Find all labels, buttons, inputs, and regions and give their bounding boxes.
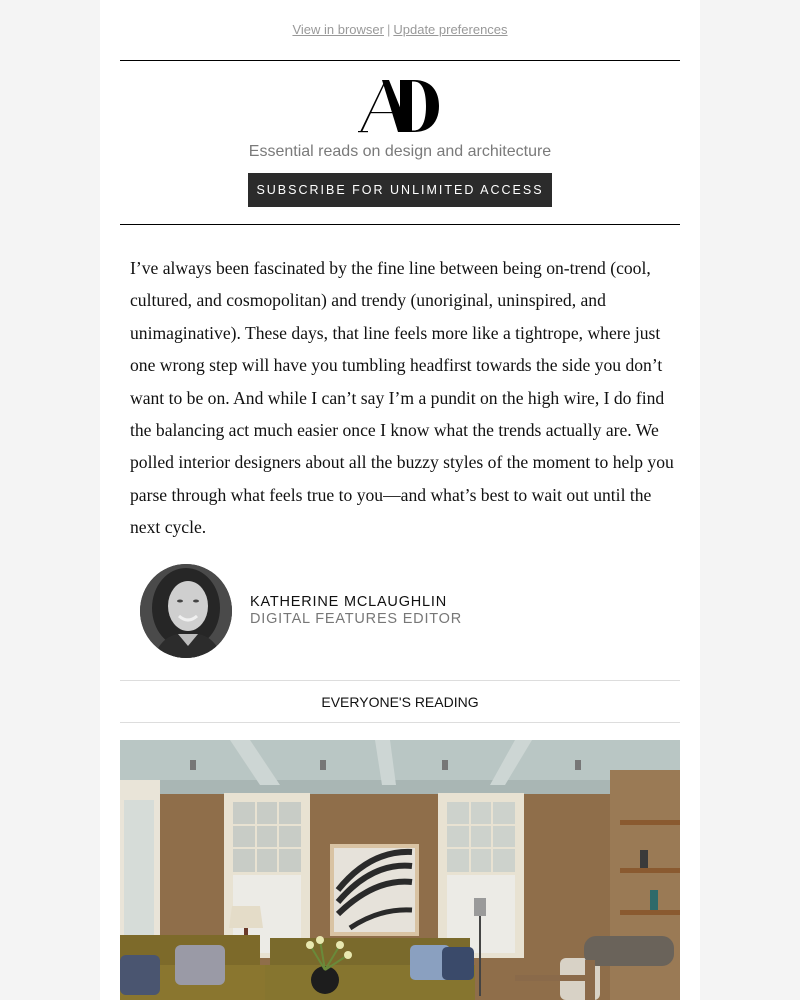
hero-image-link[interactable] — [120, 740, 680, 1000]
header-top-divider — [120, 60, 680, 61]
intro-paragraph: I’ve always been fascinated by the fine line between being on-trend (cool, cultured, and cosmopolitan) and trendy (unoriginal, uninspired, and unimaginative). These days, that line feels more like a tightrope, where just one wrong step will have you tumbling headfirst towards the side you don’t want to be on. And while I can’t say I’m a pundit on the high wire, I do find the balancing act much easier once I know what the trends actually are. We polled interior designers about all the buzzy styles of the moment to help you parse through what feels true to you—and what’s best to wait out until the next cycle. — [130, 258, 674, 538]
author-title: DIGITAL FEATURES EDITOR — [250, 611, 463, 627]
preheader-separator: | — [386, 22, 391, 37]
section-title: EVERYONE'S READING — [321, 694, 479, 710]
header-bottom-divider — [120, 224, 680, 225]
living-room-image-icon — [120, 740, 680, 1000]
tagline: Essential reads on design and architecture — [248, 143, 552, 160]
preheader — [100, 22, 700, 38]
view-in-browser-link[interactable]: View in browser — [292, 22, 384, 37]
section-top-divider — [120, 680, 680, 681]
ad-logo-icon — [358, 79, 442, 133]
section-bottom-divider — [120, 722, 680, 723]
subscribe-button[interactable]: SUBSCRIBE FOR UNLIMITED ACCESS — [248, 173, 552, 207]
update-preferences-link[interactable]: Update preferences — [393, 22, 508, 37]
author-byline — [140, 564, 680, 658]
author-avatar — [140, 564, 232, 658]
author-name: KATHERINE MCLAUGHLIN — [250, 594, 448, 610]
email-container — [100, 0, 700, 1000]
author-photo-icon — [140, 564, 232, 658]
ad-logo[interactable] — [358, 79, 442, 133]
